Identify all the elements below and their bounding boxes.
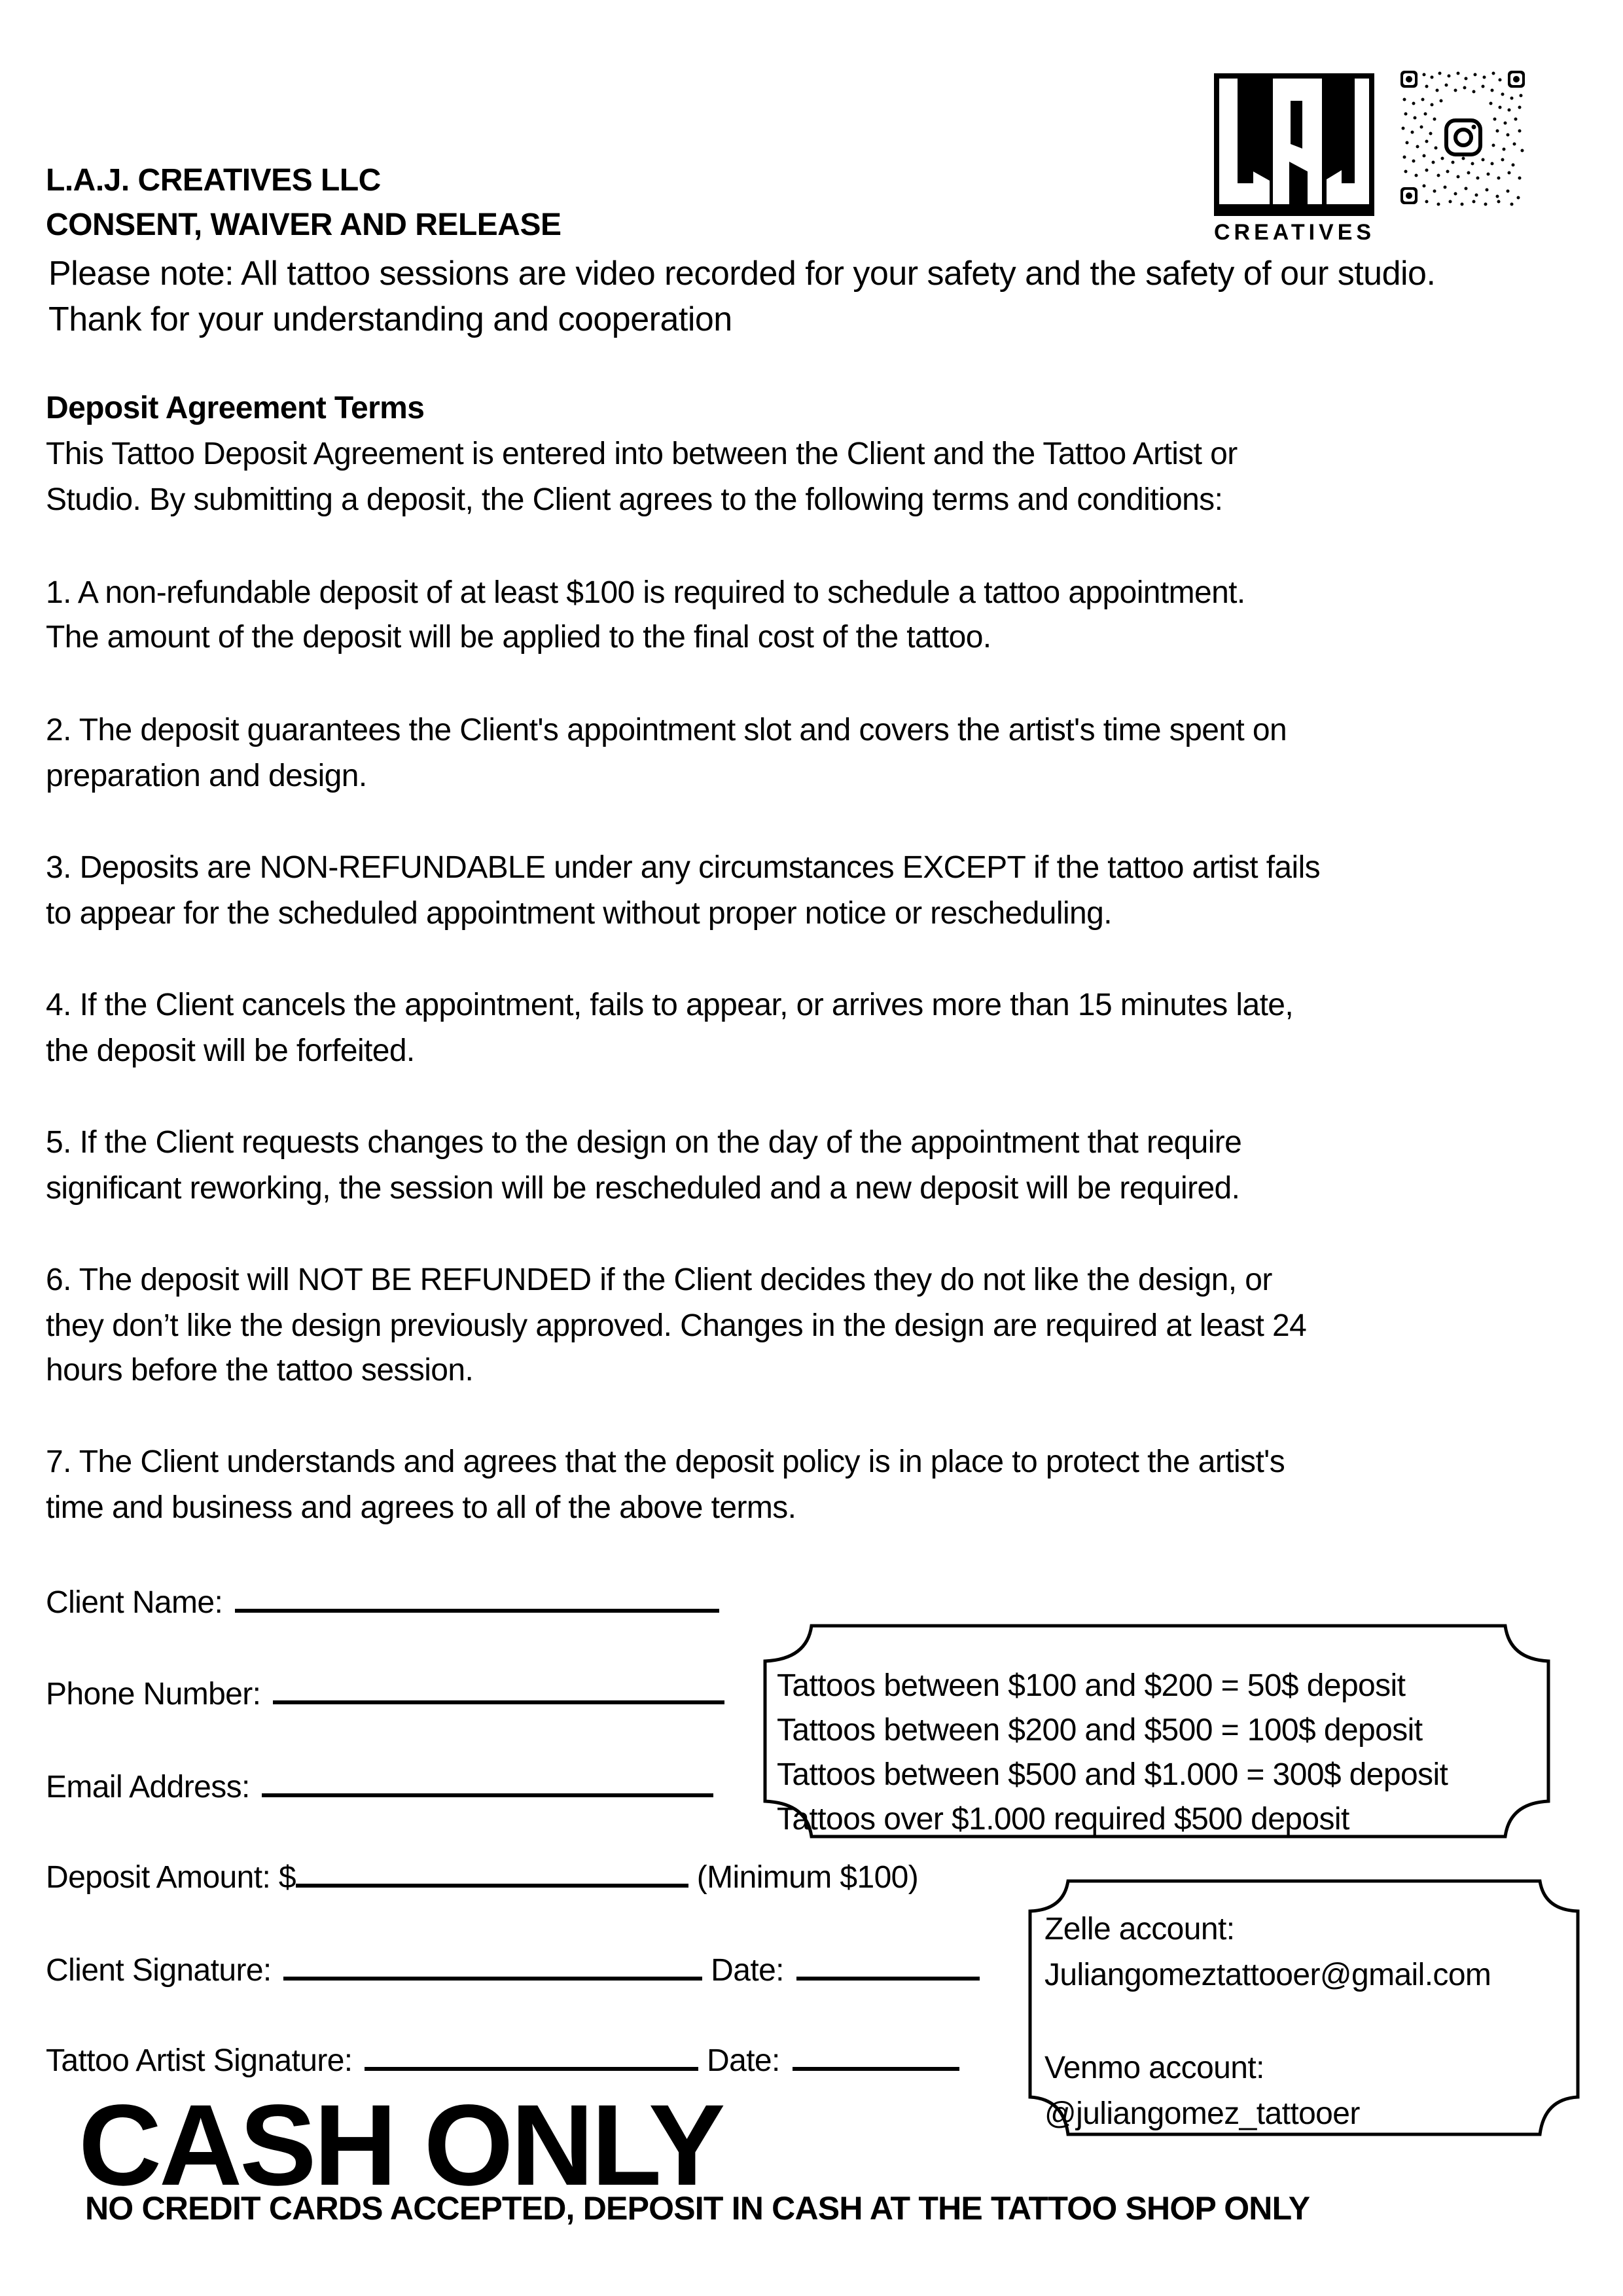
term-6-line3: hours before the tattoo session. xyxy=(46,1353,474,1388)
client-date-input[interactable] xyxy=(796,1950,980,1981)
artist-signature-label: Tattoo Artist Signature: xyxy=(46,2043,353,2078)
term-3-line2: to appear for the scheduled appointment without proper notice or rescheduling. xyxy=(46,896,1112,931)
laj-creatives-logo xyxy=(1214,73,1397,245)
video-recording-note: Please note: All tattoo sessions are video recorded for your safety and the safety of our studio. xyxy=(48,255,1436,293)
client-name-input[interactable] xyxy=(235,1583,719,1613)
cash-only-banner: CASH ONLY xyxy=(79,2081,723,2210)
deposit-tier-1: Tattoos between $100 and $200 = 50$ deposit xyxy=(777,1668,1406,1703)
term-4-line2: the deposit will be forfeited. xyxy=(46,1033,415,1068)
deposit-tiers-box xyxy=(762,1623,1551,1839)
term-3-line1: 3. Deposits are NON-REFUNDABLE under any circumstances EXCEPT if the tattoo artist fails xyxy=(46,850,1321,885)
artist-signature-field xyxy=(46,2041,959,2079)
zelle-account[interactable]: Juliangomeztattooer@gmail.com xyxy=(1044,1958,1491,1992)
client-name-field xyxy=(46,1583,719,1621)
deposit-tier-2: Tattoos between $200 and $500 = 100$ deposit xyxy=(777,1713,1423,1748)
phone-number-label: Phone Number: xyxy=(46,1677,261,1712)
payment-accounts-box xyxy=(1027,1878,1580,2137)
client-signature-label: Client Signature: xyxy=(46,1953,272,1988)
client-date-label: Date: xyxy=(711,1953,784,1988)
agreement-intro-line1: This Tattoo Deposit Agreement is entered into between the Client and the Tattoo Artist or xyxy=(46,437,1238,471)
client-name-label: Client Name: xyxy=(46,1585,223,1620)
artist-signature-input[interactable] xyxy=(365,2041,698,2071)
agreement-heading: Deposit Agreement Terms xyxy=(46,391,425,425)
term-4-line1: 4. If the Client cancels the appointment, fails to appear, or arrives more than 15 minutes late, xyxy=(46,988,1294,1022)
term-2-line2: preparation and design. xyxy=(46,759,367,793)
client-signature-field xyxy=(46,1950,980,1988)
zelle-label: Zelle account: xyxy=(1044,1912,1235,1946)
term-7-line1: 7. The Client understands and agrees that the deposit policy is in place to protect the artist's xyxy=(46,1444,1285,1479)
term-1-line2: The amount of the deposit will be applied to the final cost of the tattoo. xyxy=(46,620,991,655)
phone-number-input[interactable] xyxy=(273,1674,724,1704)
company-name: L.A.J. CREATIVES LLC xyxy=(46,163,381,198)
instagram-icon xyxy=(1446,120,1480,154)
form-title: CONSENT, WAIVER AND RELEASE xyxy=(46,207,562,242)
term-2-line1: 2. The deposit guarantees the Client's appointment slot and covers the artist's time spent on xyxy=(46,713,1287,747)
understanding-note: Thank for your understanding and cooperation xyxy=(48,300,732,338)
deposit-tier-4: Tattoos over $1.000 required $500 deposit xyxy=(777,1802,1349,1837)
instagram-qr-code[interactable] xyxy=(1400,71,1525,207)
venmo-account[interactable]: @juliangomez_tattooer xyxy=(1044,2096,1360,2131)
deposit-amount-field xyxy=(46,1857,918,1895)
term-7-line2: time and business and agrees to all of the above terms. xyxy=(46,1490,796,1525)
no-credit-cards-notice: NO CREDIT CARDS ACCEPTED, DEPOSIT IN CASH AT THE TATTOO SHOP ONLY xyxy=(85,2190,1310,2227)
email-address-field xyxy=(46,1767,713,1805)
deposit-tier-3: Tattoos between $500 and $1.000 = 300$ deposit xyxy=(777,1757,1448,1792)
laj-logo-mark xyxy=(1214,73,1374,216)
deposit-minimum-note: (Minimum $100) xyxy=(696,1860,919,1895)
email-address-input[interactable] xyxy=(262,1767,713,1797)
email-address-label: Email Address: xyxy=(46,1770,250,1804)
term-1-line1: 1. A non-refundable deposit of at least $100 is required to schedule a tattoo appointment. xyxy=(46,575,1245,610)
client-signature-input[interactable] xyxy=(283,1950,702,1981)
logo-word: CREATIVES xyxy=(1214,220,1376,245)
deposit-amount-input[interactable] xyxy=(296,1857,688,1888)
phone-number-field xyxy=(46,1674,724,1712)
deposit-amount-label: Deposit Amount: $ xyxy=(46,1860,296,1895)
term-6-line2: they don’t like the design previously approved. Changes in the design are required at least 24 xyxy=(46,1308,1307,1343)
artist-date-label: Date: xyxy=(707,2043,780,2078)
agreement-intro-line2: Studio. By submitting a deposit, the Client agrees to the following terms and conditions: xyxy=(46,482,1223,517)
term-6-line1: 6. The deposit will NOT BE REFUNDED if the Client decides they do not like the design, or xyxy=(46,1263,1272,1297)
venmo-label: Venmo account: xyxy=(1044,2051,1264,2085)
term-5-line1: 5. If the Client requests changes to the design on the day of the appointment that require xyxy=(46,1125,1242,1160)
term-5-line2: significant reworking, the session will be rescheduled and a new deposit will be required. xyxy=(46,1171,1240,1206)
artist-date-input[interactable] xyxy=(793,2041,959,2071)
